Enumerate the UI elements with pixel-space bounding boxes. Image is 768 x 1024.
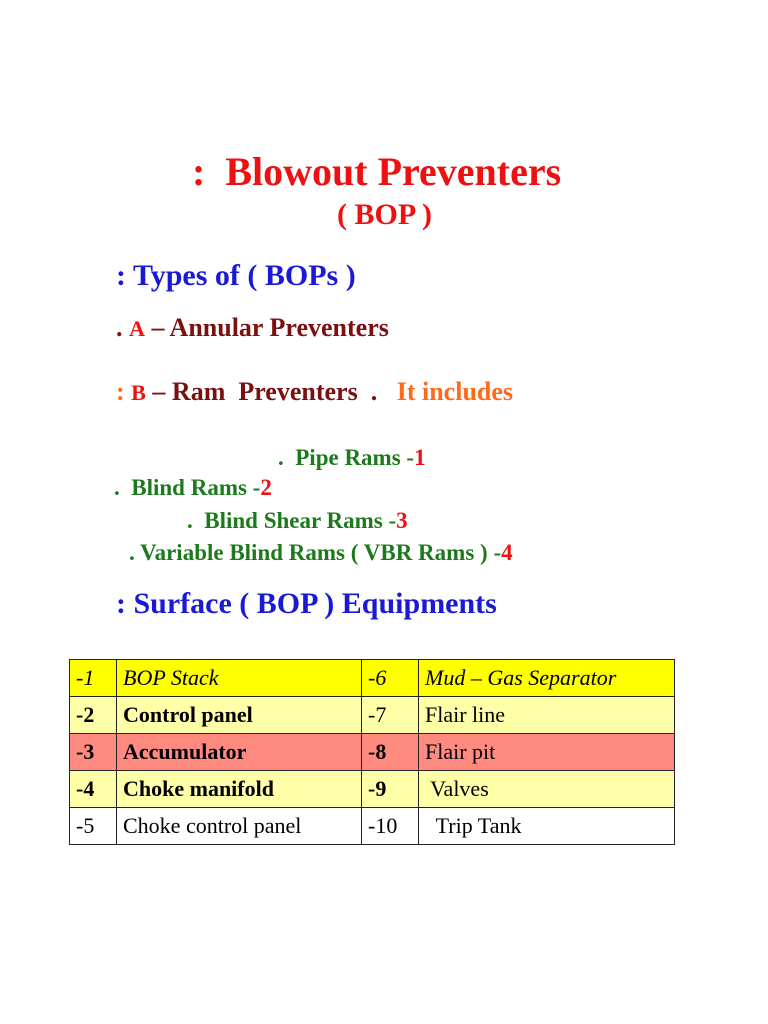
ram-item-blind-shear (187, 508, 408, 534)
item-a-letter: A (129, 316, 145, 341)
item-b-dash: – (145, 377, 172, 406)
item-a-label: Annular Preventers (169, 313, 389, 342)
equipment-number: -4 (70, 771, 117, 808)
ram-label: Blind Shear Rams - (204, 508, 397, 533)
item-a-prefix: . (116, 313, 129, 342)
ram-prefix: . (278, 445, 296, 470)
equipment-number: -10 (362, 808, 419, 845)
equipment-name: Mud – Gas Separator (419, 660, 675, 697)
ram-prefix: . (114, 475, 132, 500)
table-row (70, 771, 675, 808)
item-a-dash: – (144, 313, 170, 342)
types-heading: : Types of ( BOPs ) (116, 259, 356, 292)
table-row (70, 734, 675, 771)
table-row (70, 697, 675, 734)
equipment-name: Control panel (117, 697, 362, 734)
ram-prefix: . (187, 508, 205, 533)
equipment-number: -5 (70, 808, 117, 845)
item-b-prefix: : (116, 377, 132, 406)
item-b-letter: B (131, 380, 146, 405)
equipment-table (69, 659, 675, 845)
ram-label: Variable Blind Rams ( VBR Rams ) - (140, 540, 502, 565)
equipment-number: -3 (70, 734, 117, 771)
item-b-label: Ram Preventers . (171, 377, 378, 406)
equipment-name: Flair line (419, 697, 675, 734)
equipment-name: Accumulator (117, 734, 362, 771)
ram-label: Blind Rams - (131, 475, 261, 500)
equipment-number: -7 (362, 697, 419, 734)
table-row (70, 660, 675, 697)
ram-number: 3 (396, 508, 408, 533)
equipment-name: Choke control panel (117, 808, 362, 845)
item-b-extra: It includes (396, 377, 514, 406)
ram-label: Pipe Rams - (295, 445, 415, 470)
ram-item-blind (114, 475, 272, 501)
ram-item-variable-blind (129, 540, 513, 566)
equipment-name: Trip Tank (419, 808, 675, 845)
equipment-name: Flair pit (419, 734, 675, 771)
page-title: : Blowout Preventers (192, 149, 562, 194)
equipment-number: -9 (362, 771, 419, 808)
equipment-name: Valves (419, 771, 675, 808)
equipment-number: -1 (70, 660, 117, 697)
ram-number: 4 (501, 540, 513, 565)
table-row (70, 808, 675, 845)
equipment-number: -2 (70, 697, 117, 734)
ram-prefix: . (129, 540, 141, 565)
ram-number: 2 (260, 475, 272, 500)
equipment-number: -6 (362, 660, 419, 697)
equipment-name: BOP Stack (117, 660, 362, 697)
page-subtitle: ( BOP ) (337, 198, 432, 231)
item-annular-preventers (116, 313, 389, 343)
equipment-name: Choke manifold (117, 771, 362, 808)
surface-heading: : Surface ( BOP ) Equipments (116, 587, 497, 620)
item-ram-preventers (116, 377, 513, 407)
ram-number: 1 (414, 445, 426, 470)
ram-item-pipe (278, 445, 426, 471)
equipment-number: -8 (362, 734, 419, 771)
